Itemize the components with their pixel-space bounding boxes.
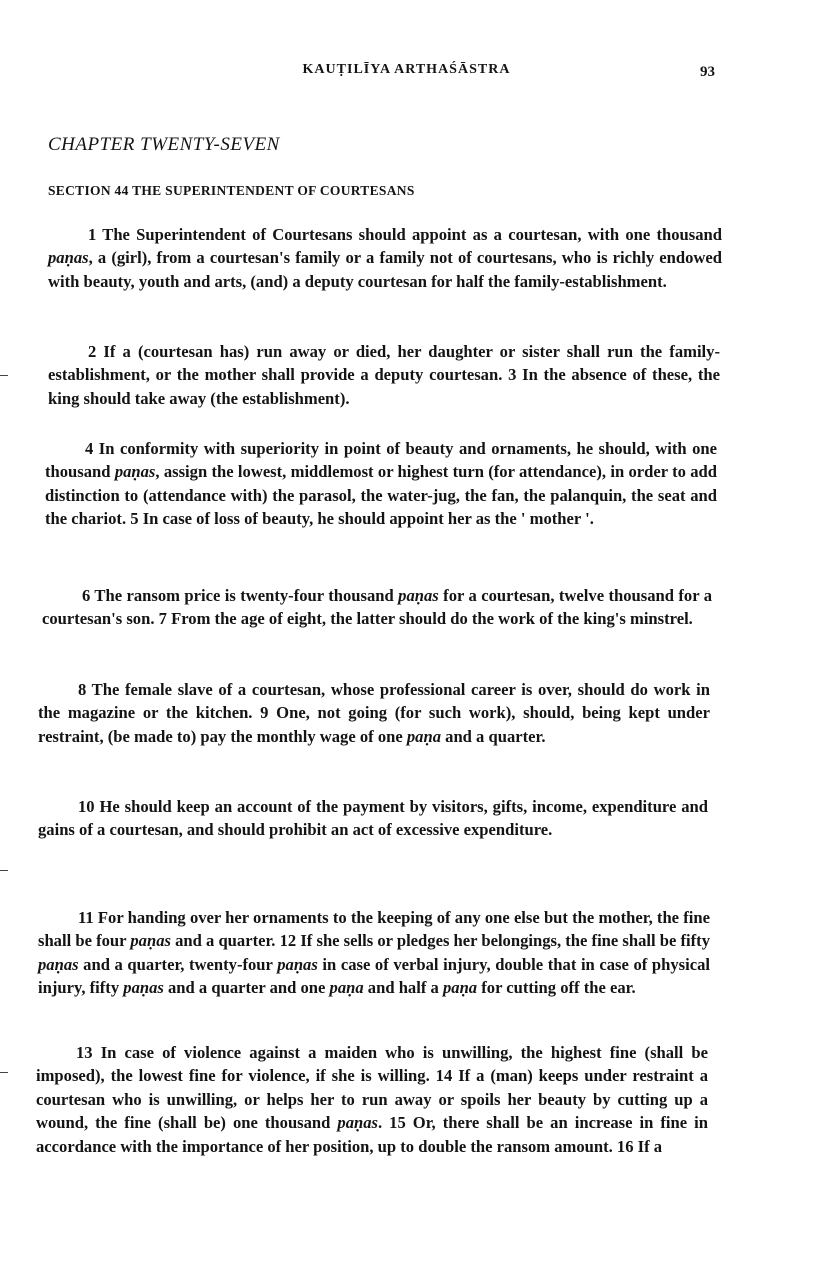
italic-term: paṇas xyxy=(277,954,318,974)
page-number: 93 xyxy=(700,64,715,80)
paragraph-4: 6 The ransom price is twenty-four thousand paṇas for a courtesan, twelve thousand for a courtesan's son. 7 From the age of eight, the latter should do the work of the king's minstrel. xyxy=(42,586,713,629)
running-title: KAUṬILĪYA ARTHAŚĀSTRA xyxy=(302,62,511,77)
italic-term: paṇa xyxy=(406,726,441,746)
margin-mark xyxy=(0,1072,8,1073)
italic-term: paṇas xyxy=(123,978,164,998)
paragraph-1: 1 The Superintendent of Courtesans should appoint as a courtesan, with one thousand paṇas, a (girl), from a courtesan's family or a family not of courtesans, who is richly endowed with beauty, youth and arts, (and) a deputy courtesan for half the family-establishment. xyxy=(48,225,722,291)
paragraph-7: 11 For handing over her ornaments to the keeping of any one else but the mother, the fine shall be four paṇas and a quarter. 12 If she sells or pledges her belongings, the fine shall be fifty paṇas and a quarter, twenty-four paṇas in case of verbal injury, double that in case of physical injury, fifty paṇas and a quarter and one paṇa and half a paṇa for cutting off the ear. xyxy=(38,908,711,998)
italic-term: paṇas xyxy=(38,954,79,974)
italic-term: paṇa xyxy=(329,978,364,998)
margin-mark xyxy=(0,375,8,376)
section-heading: SECTION 44 THE SUPERINTENDENT OF COURTESANS xyxy=(48,183,415,198)
paragraph-3: 4 In conformity with superiority in point of beauty and ornaments, he should, with one thousand paṇas, assign the lowest, middlemost or highest turn (for attendance), in order to add distinction to (attendance with) the parasol, the water-jug, the fan, the palanquin, the seat and the chariot. 5 In case of loss of beauty, he should appoint her as the ' mother '. xyxy=(45,439,718,529)
italic-term: paṇas xyxy=(337,1113,378,1133)
italic-term: paṇas xyxy=(48,248,89,268)
italic-term: paṇas xyxy=(130,931,171,951)
italic-term: paṇa xyxy=(442,978,478,998)
italic-term: paṇas xyxy=(114,462,156,482)
paragraph-5: 8 The female slave of a courtesan, whose professional career is over, should do work in the magazine or the kitchen. 9 One, not going (for such work), should, being kept under restraint, (be made to) pay the monthly wage of one paṇa and a quarter. xyxy=(38,680,710,746)
paragraph-2: 2 If a (courtesan has) run away or died, her daughter or sister shall run the family-establishment, or the mother shall provide a deputy courtesan. 3 In the absence of these, the king should take away (the establishment). xyxy=(48,342,720,408)
italic-term: paṇas xyxy=(398,586,439,605)
chapter-title: CHAPTER TWENTY-SEVEN xyxy=(48,134,280,155)
margin-mark xyxy=(0,870,8,871)
paragraph-8: 13 In case of violence against a maiden who is unwilling, the highest fine (shall be imposed), the lowest fine for violence, if she is willing. 14 If a (man) keeps under restraint a courtesan who is unwilling, or helps her to run away or spoils her beauty by cutting up a wound, the fine (shall be) one thousand paṇas. 15 Or, there shall be an increase in fine in accordance with the importance of her position, up to double the ransom amount. 16 If a xyxy=(36,1043,708,1156)
paragraph-6: 10 He should keep an account of the payment by visitors, gifts, income, expenditure and gains of a courtesan, and should prohibit an act of excessive expenditure. xyxy=(38,797,708,840)
